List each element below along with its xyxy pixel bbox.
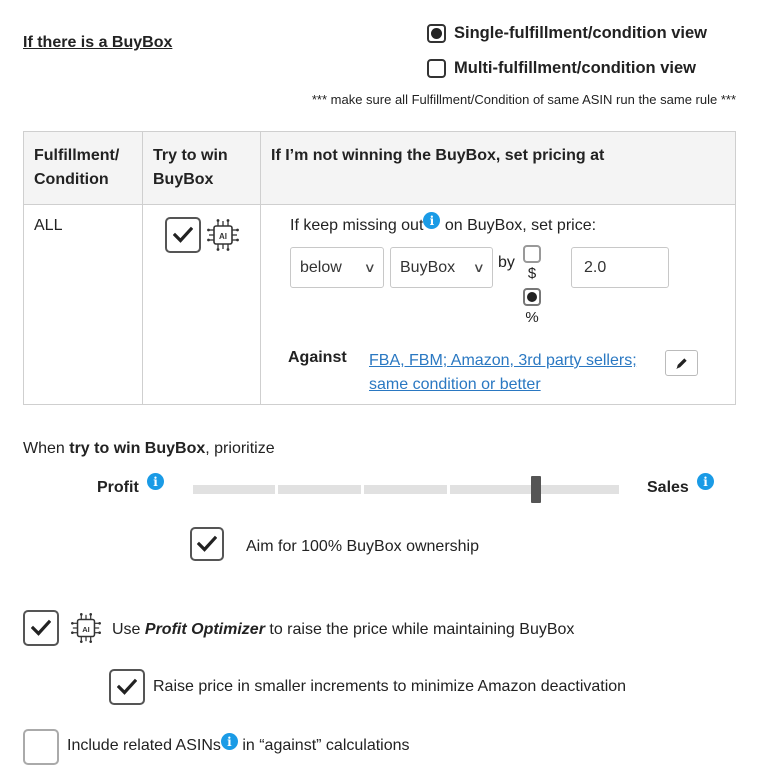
multi-view-label: Multi-fulfillment/condition view (454, 59, 696, 77)
single-view-option[interactable] (427, 24, 707, 43)
svg-text:AI: AI (219, 232, 227, 241)
direction-select[interactable]: below ∨ (290, 247, 384, 288)
aim-label: Aim for 100% BuyBox ownership (246, 538, 479, 555)
single-view-label: Single-fulfillment/condition view (454, 24, 708, 42)
percent-radio[interactable] (523, 288, 541, 306)
table-header-row (24, 132, 736, 205)
profit-optimizer-text: Use Profit Optimizer to raise the price while maintaining BuyBox (112, 621, 575, 638)
checkmark-icon (117, 678, 137, 696)
info-icon[interactable]: i (423, 212, 440, 229)
profit-label: Profit (97, 479, 139, 496)
checkmark-icon (197, 535, 217, 553)
slider-track-segment[interactable] (364, 485, 447, 494)
aim-checkbox[interactable] (190, 527, 224, 561)
smaller-increments-label: Raise price in smaller increments to minimize Amazon deactivation (153, 678, 627, 695)
sales-label: Sales (647, 479, 689, 496)
section-title: If there is a BuyBox (23, 34, 173, 51)
smaller-increments-checkbox[interactable] (109, 669, 145, 705)
rule-suffix: on BuyBox, set price: (440, 217, 597, 234)
try-to-win-cell (143, 205, 261, 405)
related-asins-info-icon[interactable]: i (221, 733, 238, 750)
amount-input[interactable]: 2.0 (571, 247, 669, 288)
percent-label: % (525, 309, 539, 326)
sales-info-icon[interactable]: i (697, 473, 714, 490)
chevron-down-icon: ∨ (364, 259, 377, 275)
dollar-label: $ (527, 265, 537, 282)
single-view-radio[interactable] (427, 24, 446, 43)
table-row (24, 205, 736, 405)
checkmark-icon (31, 619, 51, 637)
rule-note: *** make sure all Fulfillment/Condition of same ASIN run the same rule *** (311, 92, 736, 107)
header-try-to-win: Try to win BuyBox (143, 132, 261, 205)
profit-info-icon[interactable]: i (147, 473, 164, 490)
pricing-cell (261, 205, 736, 405)
multi-view-radio[interactable] (427, 59, 446, 78)
checkmark-icon (173, 226, 193, 244)
condition-cell (24, 205, 143, 405)
slider-track-segment[interactable] (536, 485, 619, 494)
slider-track-segment[interactable] (450, 485, 533, 494)
slider-track-segment[interactable] (193, 485, 275, 494)
ai-chip-icon (206, 218, 240, 252)
ai-chip-icon (70, 612, 102, 644)
against-label: Against (288, 349, 347, 366)
rule-prefix: If keep missing out (290, 217, 424, 234)
multi-view-option[interactable] (427, 59, 696, 78)
reference-select[interactable]: BuyBox ∨ (390, 247, 493, 288)
condition-value: ALL (34, 217, 63, 234)
svg-text:AI: AI (82, 624, 90, 634)
profit-optimizer-checkbox[interactable] (23, 610, 59, 646)
prioritize-text: When try to win BuyBox, prioritize (23, 440, 275, 457)
by-label: by (498, 254, 515, 271)
edit-against-button[interactable] (665, 350, 698, 376)
dollar-radio[interactable] (523, 245, 541, 263)
priority-slider-thumb[interactable] (531, 476, 541, 503)
related-asins-checkbox[interactable] (23, 729, 59, 765)
header-fulfillment: Fulfillment/ Condition (24, 132, 143, 205)
chevron-down-icon: ∨ (473, 259, 486, 275)
header-pricing: If I’m not winning the BuyBox, set pricing at (261, 132, 736, 205)
pricing-rules-table (23, 131, 736, 405)
related-asins-text: Include related ASINs i in “against” calculations (67, 734, 410, 754)
pencil-icon (674, 356, 689, 371)
try-to-win-checkbox[interactable] (165, 217, 201, 253)
against-link[interactable]: FBA, FBM; Amazon, 3rd party sellers; same condition or better (369, 352, 637, 393)
slider-track-segment[interactable] (278, 485, 361, 494)
